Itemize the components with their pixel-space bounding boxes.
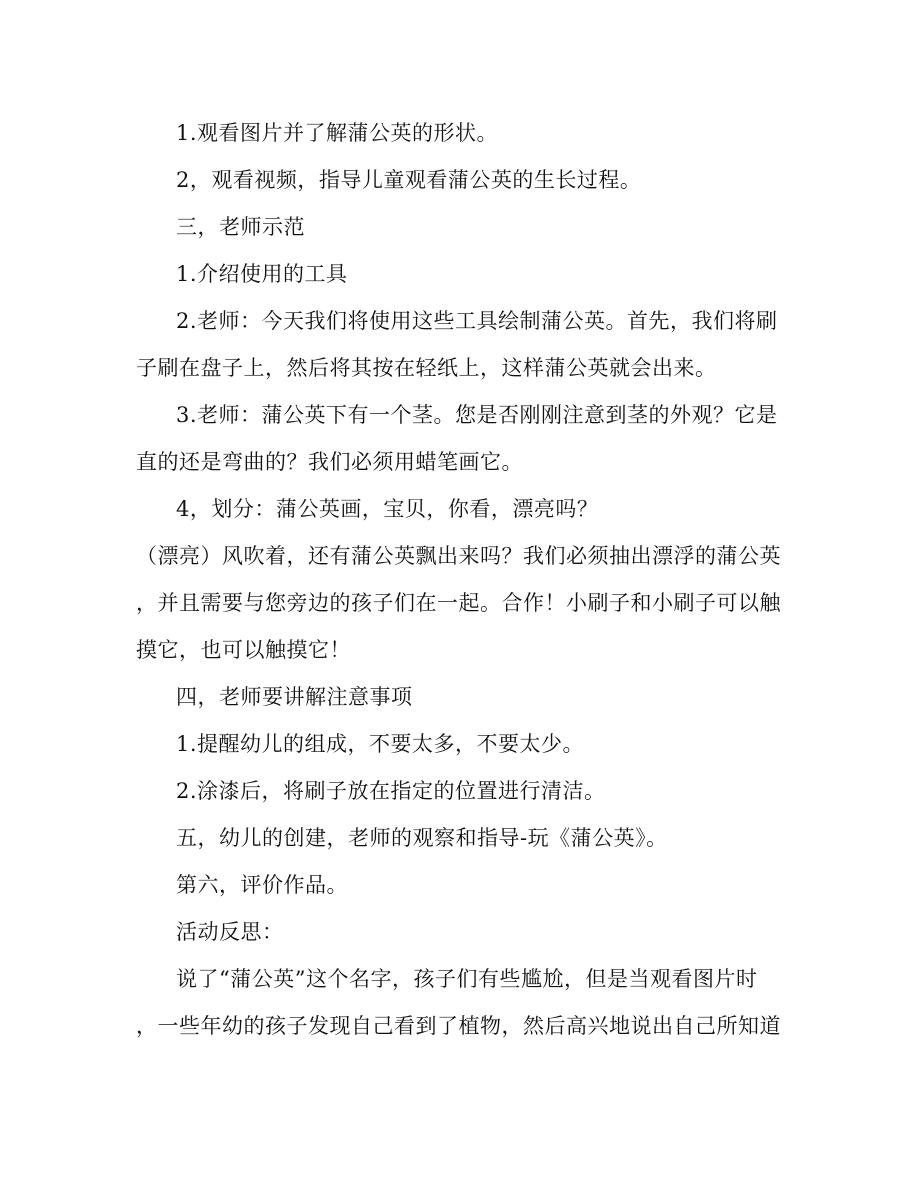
text-line-8: 直的还是弯曲的？我们必须用蜡笔画它。: [136, 450, 523, 474]
text-line-4: 1.介绍使用的工具: [176, 262, 348, 286]
text-line-2: 2，观看视频，指导儿童观看蒲公英的生长过程。: [176, 168, 642, 192]
text-line-11: ，并且需要与您旁边的孩子们在一起。合作！小刷子和小刷子可以触: [136, 591, 781, 615]
text-line-6: 子刷在盘子上，然后将其按在轻纸上，这样蒲公英就会出来。: [136, 356, 717, 380]
text-line-7: 3.老师：蒲公英下有一个茎。您是否刚刚注意到茎的外观？它是: [176, 403, 778, 427]
section-heading-18: 活动反思：: [176, 920, 284, 944]
text-line-10: （漂亮）风吹着，还有蒲公英飘出来吗？我们必须抽出漂浮的蒲公英: [136, 544, 781, 568]
text-line-1: 1.观看图片并了解蒲公英的形状。: [176, 121, 499, 145]
section-heading-17: 第六，评价作品。: [176, 873, 348, 897]
text-line-20: ，一些年幼的孩子发现自己看到了植物，然后高兴地说出自己所知道: [136, 1014, 781, 1038]
text-line-15: 2.涂漆后，将刷子放在指定的位置进行清洁。: [176, 779, 606, 803]
text-line-9: 4，划分：蒲公英画，宝贝，你看，漂亮吗？: [176, 497, 599, 521]
text-line-19: 说了“蒲公英”这个名字，孩子们有些尴尬，但是当观看图片时: [176, 967, 758, 991]
text-line-14: 1.提醒幼儿的组成，不要太多，不要太少。: [176, 732, 585, 756]
section-heading-16: 五，幼儿的创建，老师的观察和指导-玩《蒲公英》。: [176, 826, 668, 850]
section-heading-13: 四，老师要讲解注意事项: [176, 685, 413, 709]
section-heading-3: 三，老师示范: [176, 215, 305, 239]
text-line-5: 2.老师：今天我们将使用这些工具绘制蒲公英。首先，我们将刷: [176, 309, 778, 333]
text-line-12: 摸它，也可以触摸它！: [136, 638, 351, 662]
